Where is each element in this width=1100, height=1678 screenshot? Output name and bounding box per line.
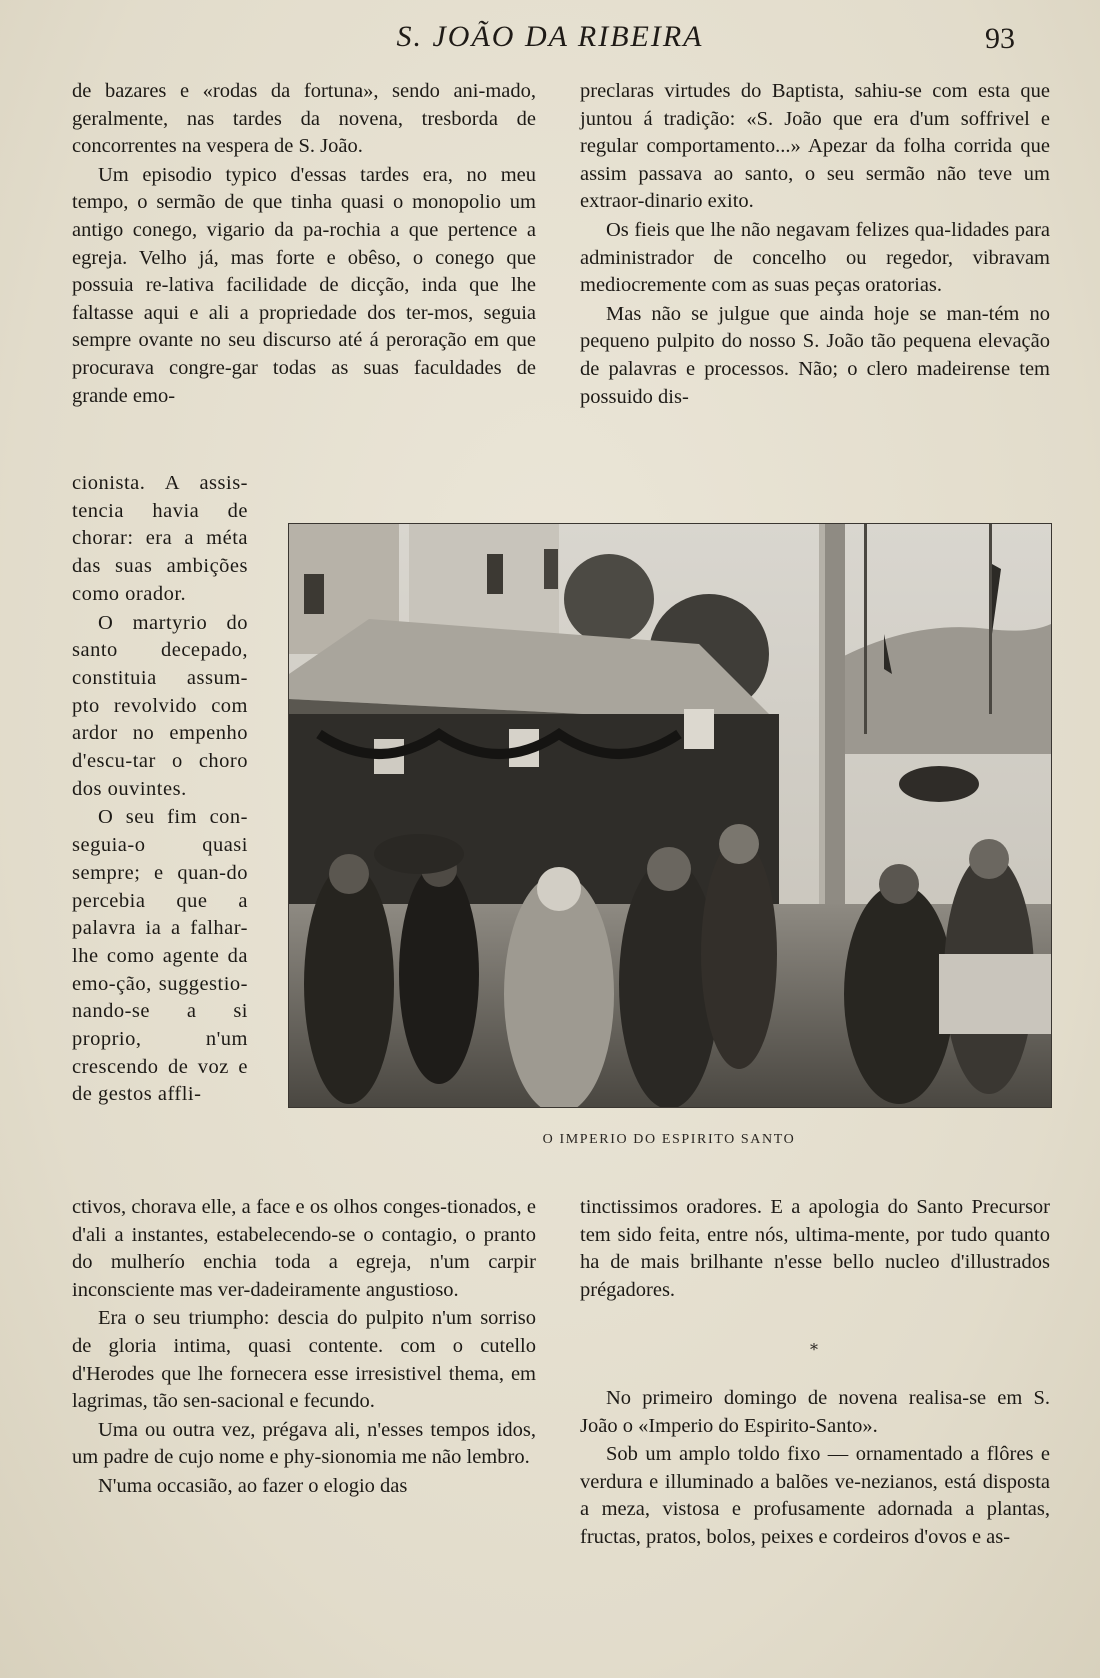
paragraph: Era o seu triumpho: descia do pulpito n'um sorriso de gloria intima, quasi contente. com o cutello d'Herodes que lhe fornecera esse irresistivel thema, em lagrimas, tão sen-sacional e fecundo. xyxy=(72,1307,536,1413)
right-column-bottom-text xyxy=(580,1194,1050,1304)
paragraph: O martyrio do santo decepado, constituia assum-pto revolvido com ardor no empenho d'escu-tar o choro dos ouvintes. xyxy=(72,611,248,800)
festival-photograph xyxy=(288,523,1052,1108)
section-separator: * xyxy=(810,1340,818,1359)
photo-illustration xyxy=(289,524,1051,1107)
right-column-section-text xyxy=(580,1385,1050,1552)
paragraph: Sob um amplo toldo fixo — ornamentado a flôres e verdura e illuminado a balões ve-nezianos, está disposta a meza, vistosa e profusamente adornada a plantas, fructas, pratos, bolos, peixes e cordeiros d'ovos e as- xyxy=(580,1443,1050,1548)
left-column-bottom-text xyxy=(72,1194,536,1501)
paragraph: de bazares e «rodas da fortuna», sendo ani-mado, geralmente, nas tardes da novena, tresborda de concorrentes na vespera de S. João. xyxy=(72,80,536,158)
right-column-top-text xyxy=(580,78,1050,411)
running-title: S. JOÃO DA RIBEIRA xyxy=(396,20,704,53)
paragraph: cionista. A assis-tencia havia de chorar: era a méta das suas ambições como orador. xyxy=(72,472,248,605)
figure-caption: O IMPERIO DO ESPIRITO SANTO xyxy=(542,1132,796,1147)
paragraph: Os fieis que lhe não negavam felizes qua-lidades para administrador de concelho ou regedor, vibravam mediocremente com as suas peças oratorias. xyxy=(580,218,1050,297)
paragraph: ctivos, chorava elle, a face e os olhos conges-tionados, e d'ali a instantes, estabelecendo-se o contagio, o pranto do mulherío enchia toda a egreja, n'um carpir inconsciente mas ver-dadeiramente angustioso. xyxy=(72,1196,536,1301)
paragraph: O seu fim con-seguia-o quasi sempre; e quan-do percebia que a palavra ia a falhar-lhe como agente da emo-ção, suggestio-nando-se a si proprio, n'um crescendo de voz e de gestos affli- xyxy=(72,806,248,1106)
paragraph: tinctissimos oradores. E a apologia do Santo Precursor tem sido feita, entre nós, ultima-mente, por tudo quanto ha de mais brilhante n'esse bello nucleo d'illustrados prégadores. xyxy=(580,1196,1050,1301)
paragraph: Mas não se julgue que ainda hoje se man-tém no pequeno pulpito do nosso S. João tão pequena elevação de palavras e processos. Não; o clero madeirense tem possuido dis- xyxy=(580,302,1050,408)
paragraph: Um episodio typico d'essas tardes era, no meu tempo, o sermão de que tinha quasi o monopolio um antigo conego, vigario da pa-rochia a que pertence a egreja. Velho já, mas forte e obêso, o conego que possuia re-lativa facilidade de dicção, inda que lhe faltasse aqui e ali a propriedade dos ter-mos, seguia sempre ovante no seu discurso até á peroração em que procurava congre-gar todas as suas faculdades de grande emo- xyxy=(72,163,536,407)
paragraph: preclaras virtudes do Baptista, sahiu-se com esta que juntou á tradição: «S. João que era d'um soffrivel e regular comportamento...» Apezar da folha corrida que assim passava ao santo, o seu sermão não teve um extraor-dinario exito. xyxy=(580,80,1050,213)
paragraph: Uma ou outra vez, prégava ali, n'esses tempos idos, um padre de cujo nome e phy-sionomia me não lembro. xyxy=(72,1418,536,1469)
page-number: 93 xyxy=(985,22,1015,55)
paragraph: N'uma occasião, ao fazer o elogio das xyxy=(98,1474,408,1497)
left-column-narrow-text xyxy=(72,470,248,1109)
left-column-top-text xyxy=(72,78,536,410)
paragraph: No primeiro domingo de novena realisa-se em S. João o «Imperio do Espirito-Santo». xyxy=(580,1387,1050,1437)
